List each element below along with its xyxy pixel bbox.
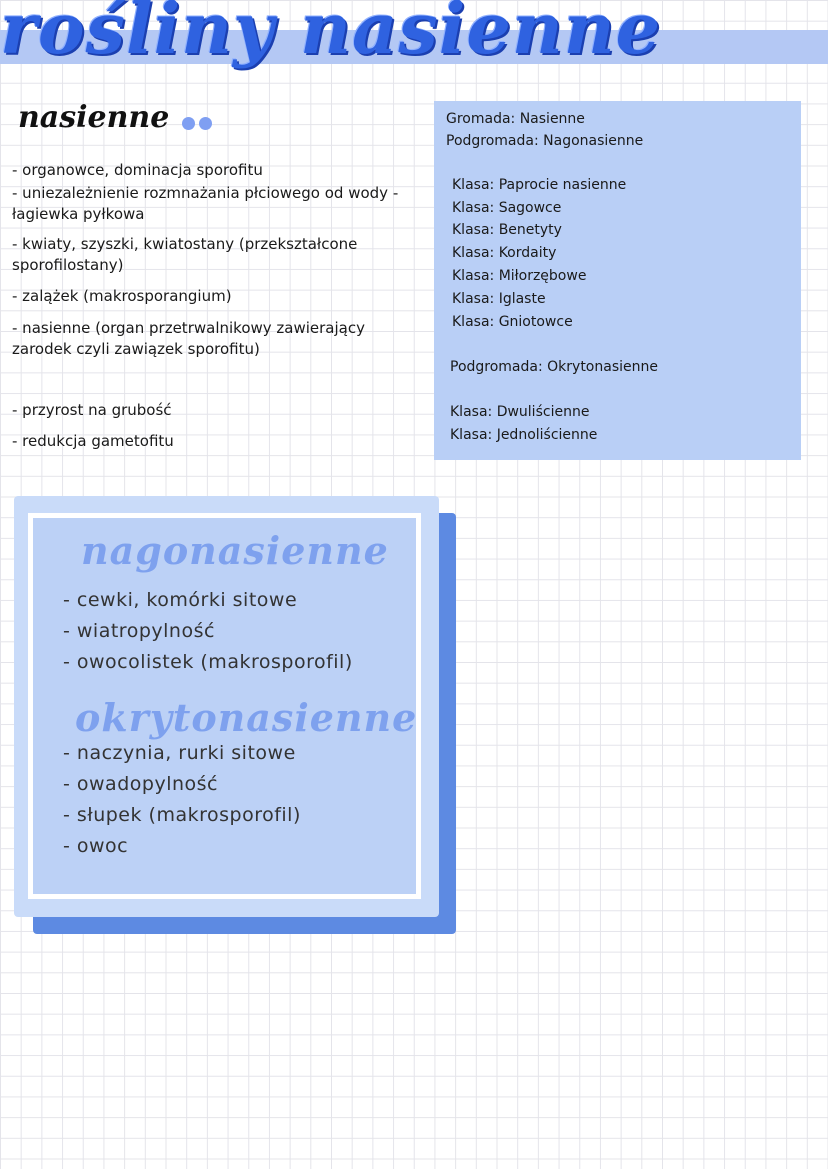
gymnosperms-item: - cewki, komórki sitowe	[63, 589, 298, 611]
section-heading: nasienne	[18, 100, 170, 135]
page-title: rośliny nasienne	[0, 0, 662, 70]
decorative-dot-icon	[199, 117, 212, 130]
taxonomy-line: Klasa: Iglaste	[452, 291, 546, 307]
taxonomy-line: Klasa: Benetyty	[452, 222, 562, 238]
taxonomy-line: Klasa: Miłorzębowe	[452, 268, 587, 284]
angiosperms-item: - owoc	[63, 835, 129, 857]
angiosperms-item: - naczynia, rurki sitowe	[63, 742, 296, 764]
taxonomy-line: Podgromada: Nagonasienne	[446, 133, 644, 149]
taxonomy-line: Klasa: Dwuliścienne	[450, 404, 590, 420]
gymnosperms-item: - owocolistek (makrosporofil)	[63, 651, 353, 673]
taxonomy-line: Podgromada: Okrytonasienne	[450, 359, 658, 375]
taxonomy-line: Gromada: Nasienne	[446, 111, 585, 127]
gymnosperms-item: - wiatropylność	[63, 620, 215, 642]
feature-item: - nasienne (organ przetrwalnikowy zawierający zarodek czyli zawiązek sporofitu)	[12, 319, 365, 358]
comparison-card-inner	[28, 513, 421, 899]
decorative-dot-icon	[182, 117, 195, 130]
angiosperms-item: - owadopylność	[63, 773, 218, 795]
taxonomy-line: Klasa: Paprocie nasienne	[452, 177, 627, 193]
feature-item: - zalążek (makrosporangium)	[12, 287, 232, 305]
feature-item: - przyrost na grubość	[12, 401, 172, 419]
taxonomy-line: Klasa: Kordaity	[452, 245, 557, 261]
feature-item: - redukcja gametofitu	[12, 432, 174, 450]
taxonomy-line: Klasa: Gniotowce	[452, 314, 573, 330]
taxonomy-box	[434, 101, 801, 460]
taxonomy-line: Klasa: Sagowce	[452, 200, 562, 216]
feature-item: - uniezależnienie rozmnażania płciowego od wody - łagiewka pyłkowa	[12, 184, 399, 223]
feature-item: - kwiaty, szyszki, kwiatostany (przekształcone sporofilostany)	[12, 235, 358, 274]
angiosperms-heading: okrytonasienne	[75, 695, 418, 740]
gymnosperms-heading: nagonasienne	[81, 528, 389, 573]
angiosperms-item: - słupek (makrosporofil)	[63, 804, 301, 826]
feature-item: - organowce, dominacja sporofitu	[12, 161, 263, 179]
taxonomy-line: Klasa: Jednoliścienne	[450, 427, 598, 443]
comparison-card	[14, 496, 439, 917]
